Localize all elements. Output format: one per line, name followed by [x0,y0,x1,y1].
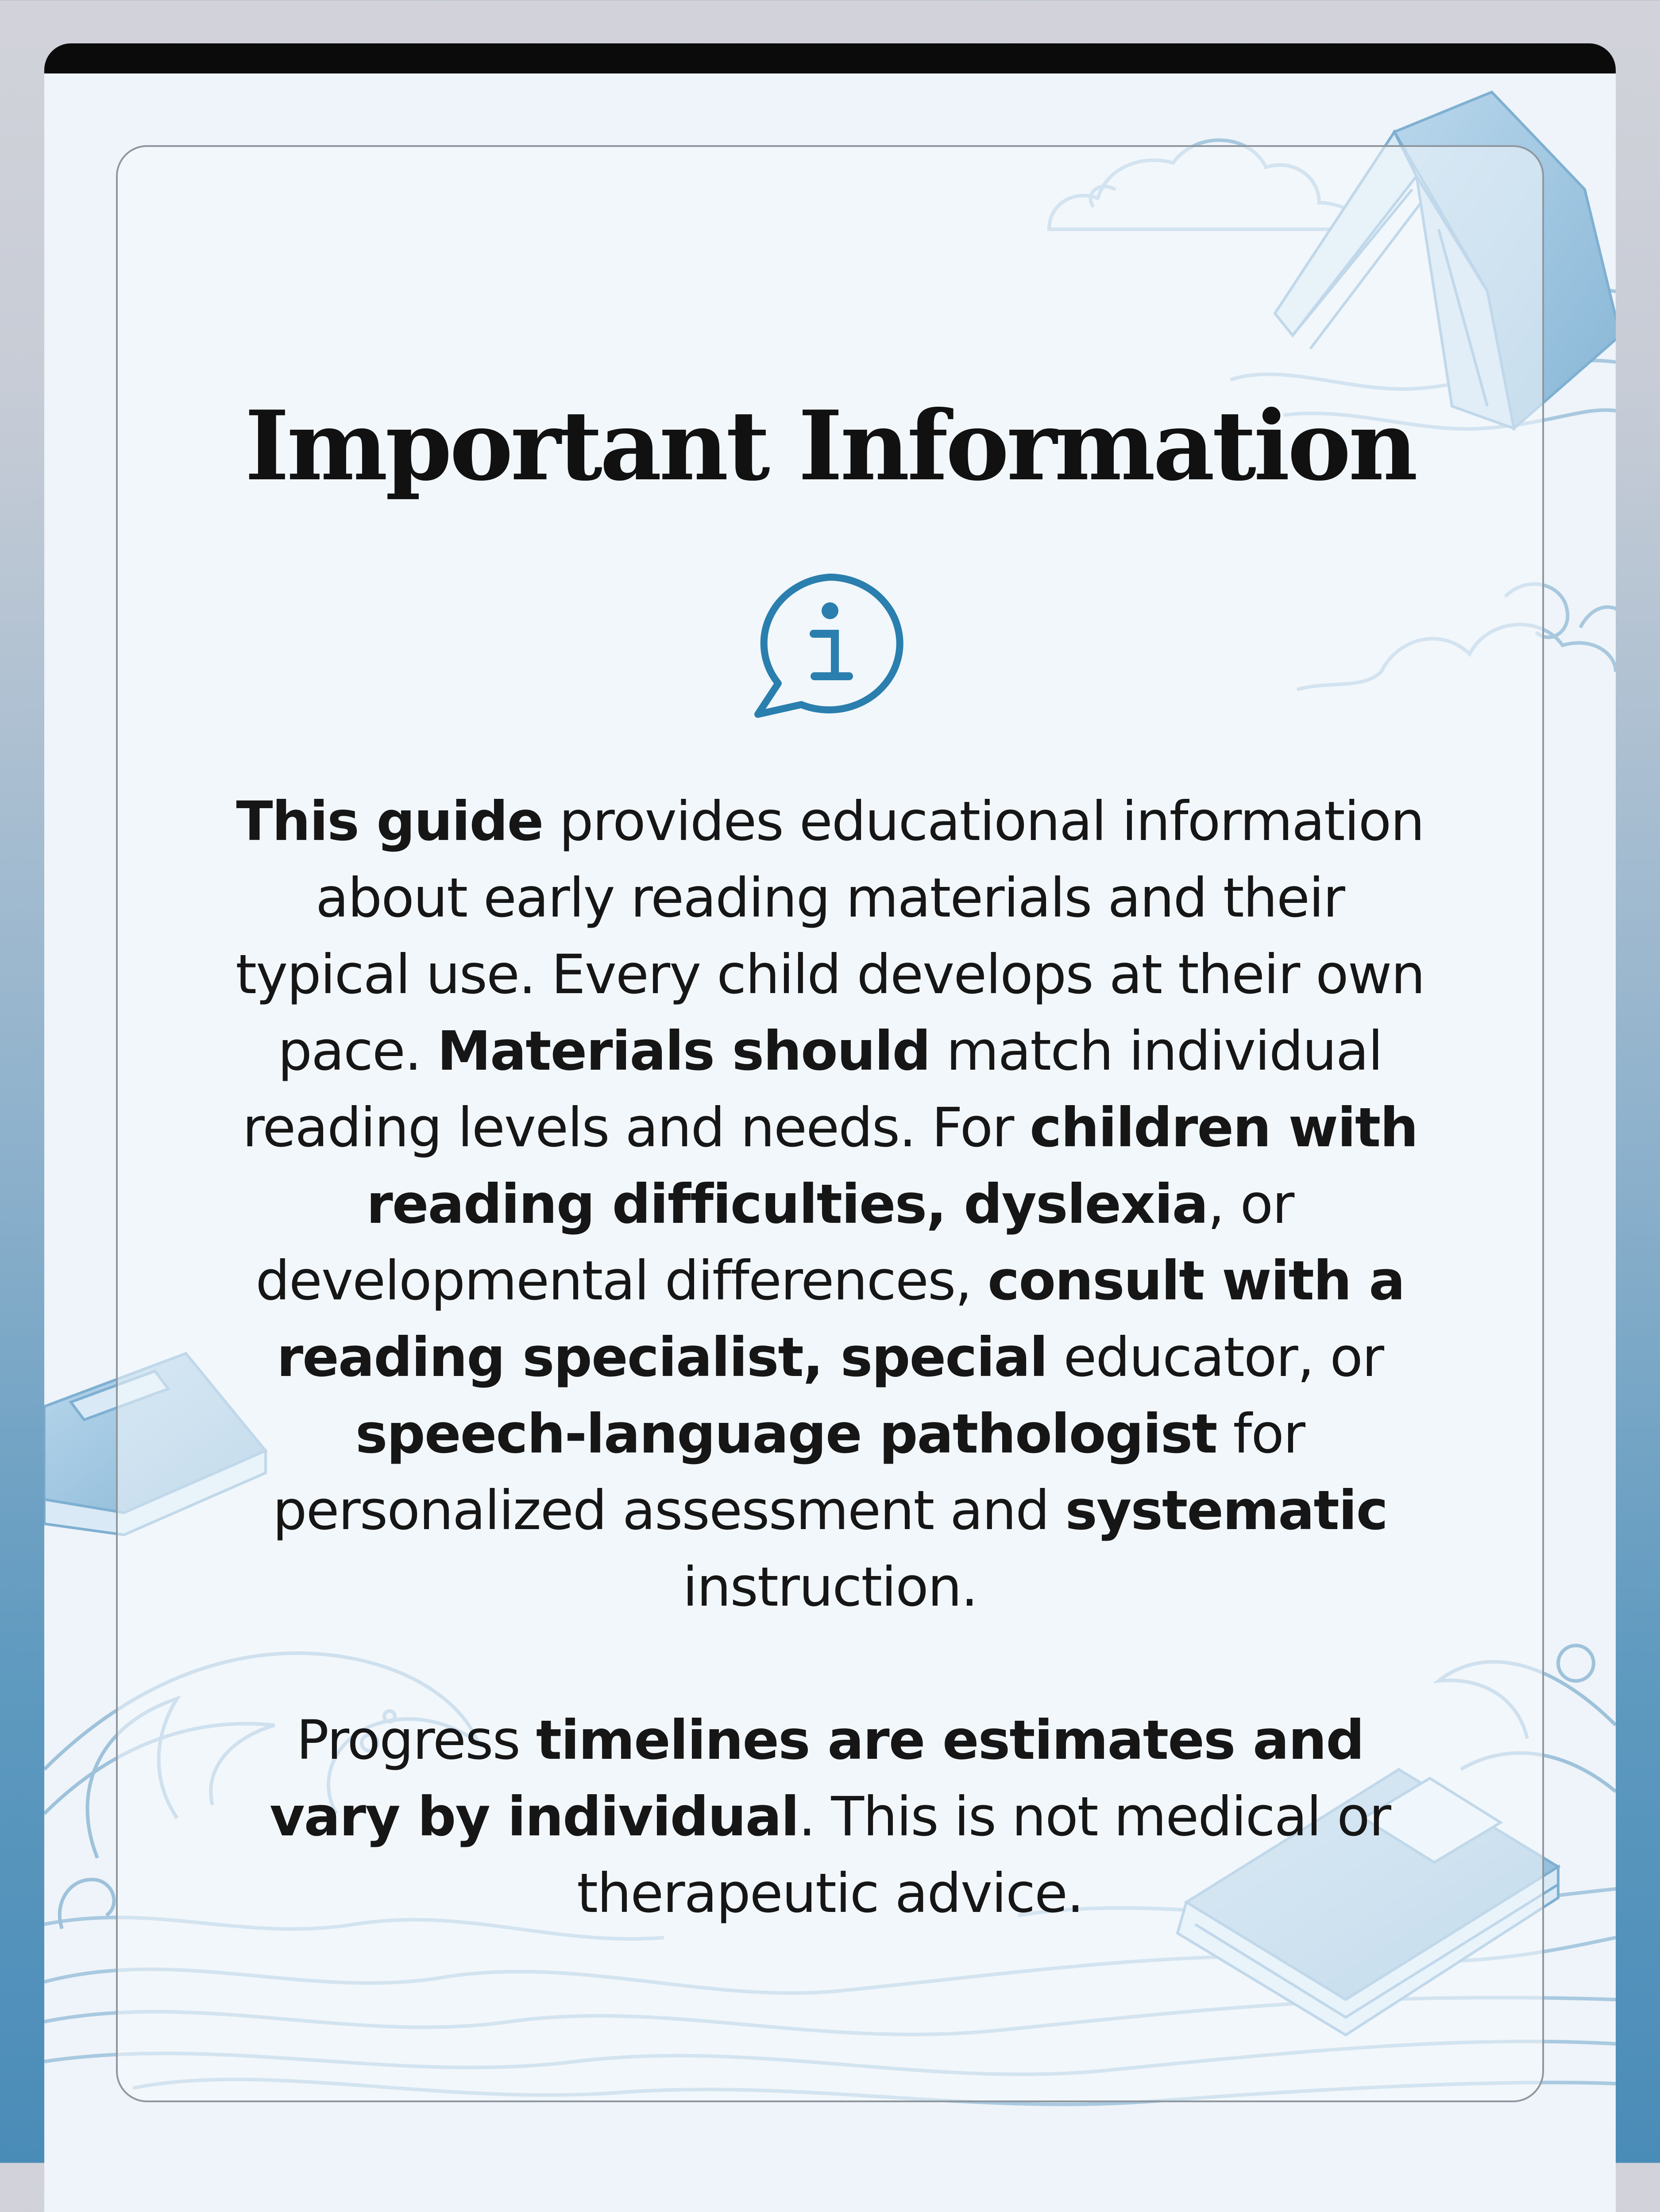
emphasis-text: children with reading difficulties, dyslexia [366,1096,1418,1236]
text-run: match individual reading levels and needs. For [242,1020,1382,1159]
emphasis-text: consult with a reading specialist, special [277,1249,1405,1389]
notice-paragraph-1 [230,783,1430,1626]
text-run: . This is not medical or therapeutic advice. [577,1785,1390,1925]
page-title: Important Information [244,389,1416,502]
text-run: Progress [296,1709,536,1772]
emphasis-text: speech-language pathologist [355,1403,1217,1465]
text-run: for personalized assessment and [273,1403,1305,1542]
text-run: provides educational information about early reading materials and their typical use. Every child develops at their own pace. [235,790,1425,1083]
text-run: instruction. [683,1556,977,1619]
notice-paragraph-2 [230,1702,1430,1932]
emphasis-text: timelines are estimates and vary by individual [270,1709,1364,1848]
emphasis-text: systematic [1065,1479,1387,1542]
text-run: , or developmental differences, [255,1173,1294,1312]
info-speech-bubble-icon [748,567,912,722]
emphasis-text: This guide [236,790,543,853]
text-run: educator, or [1047,1326,1383,1389]
notice-text [230,783,1430,1932]
emphasis-text: Materials should [437,1020,930,1083]
